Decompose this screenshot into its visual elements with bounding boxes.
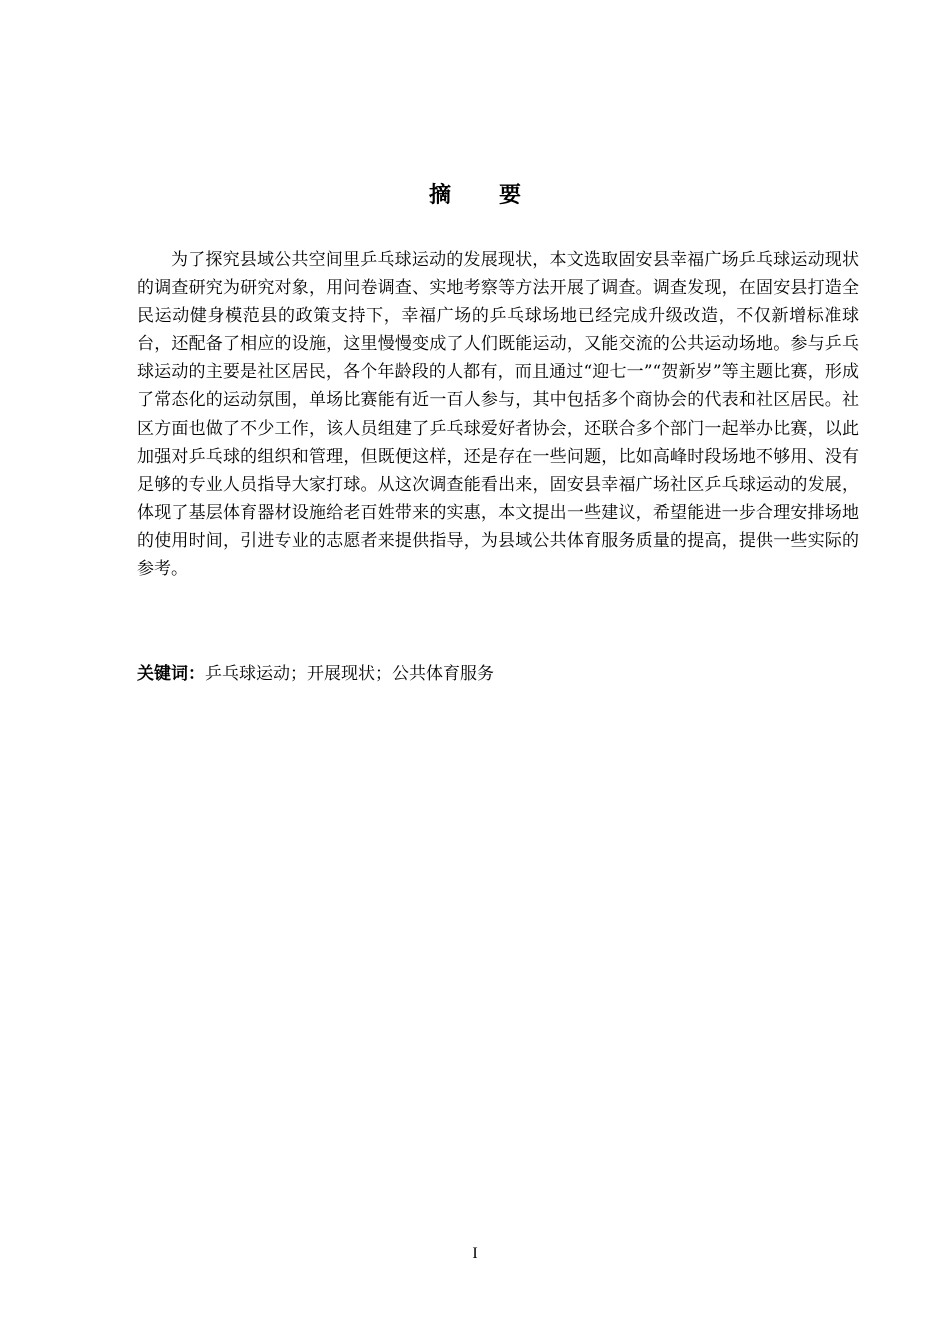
- keywords-line: [137, 660, 859, 688]
- keywords-label: 关键词：: [137, 664, 205, 684]
- abstract-title: 摘要: [428, 183, 569, 208]
- keywords-text: 乒乓球运动；开展现状；公共体育服务: [205, 664, 494, 684]
- page-number: I: [472, 1245, 478, 1262]
- abstract-body: 为了探究县域公共空间里乒乓球运动的发展现状，本文选取固安县幸福广场乒乓球运动现状的调查研究为研究对象，用问卷调查、实地考察等方法开展了调查。调查发现，在固安县打造全民运动健身模范县的政策支持下，幸福广场的乒乓球场地已经完成升级改造，不仅新增标准球台，还配备了相应的设施，这里慢慢变成了人们既能运动，又能交流的公共运动场地。参与乒乓球运动的主要是社区居民，各个年龄段的人都有，而且通过“迎七一”“贺新岁”等主题比赛，形成了常态化的运动氛围，单场比赛能有近一百人参与，其中包括多个商协会的代表和社区居民。社区方面也做了不少工作，该人员组建了乒乓球爱好者协会，还联合多个部门一起举办比赛，以此加强对乒乓球的组织和管理，但既便这样，还是存在一些问题，比如高峰时段场地不够用、没有足够的专业人员指导大家打球。从这次调查能看出来，固安县幸福广场社区乒乓球运动的发展，体现了基层体育器材设施给老百姓带来的实惠，本文提出一些建议，希望能进一步合理安排场地的使用时间，引进专业的志愿者来提供指导，为县域公共体育服务质量的提高，提供一些实际的参考。: [137, 250, 859, 580]
